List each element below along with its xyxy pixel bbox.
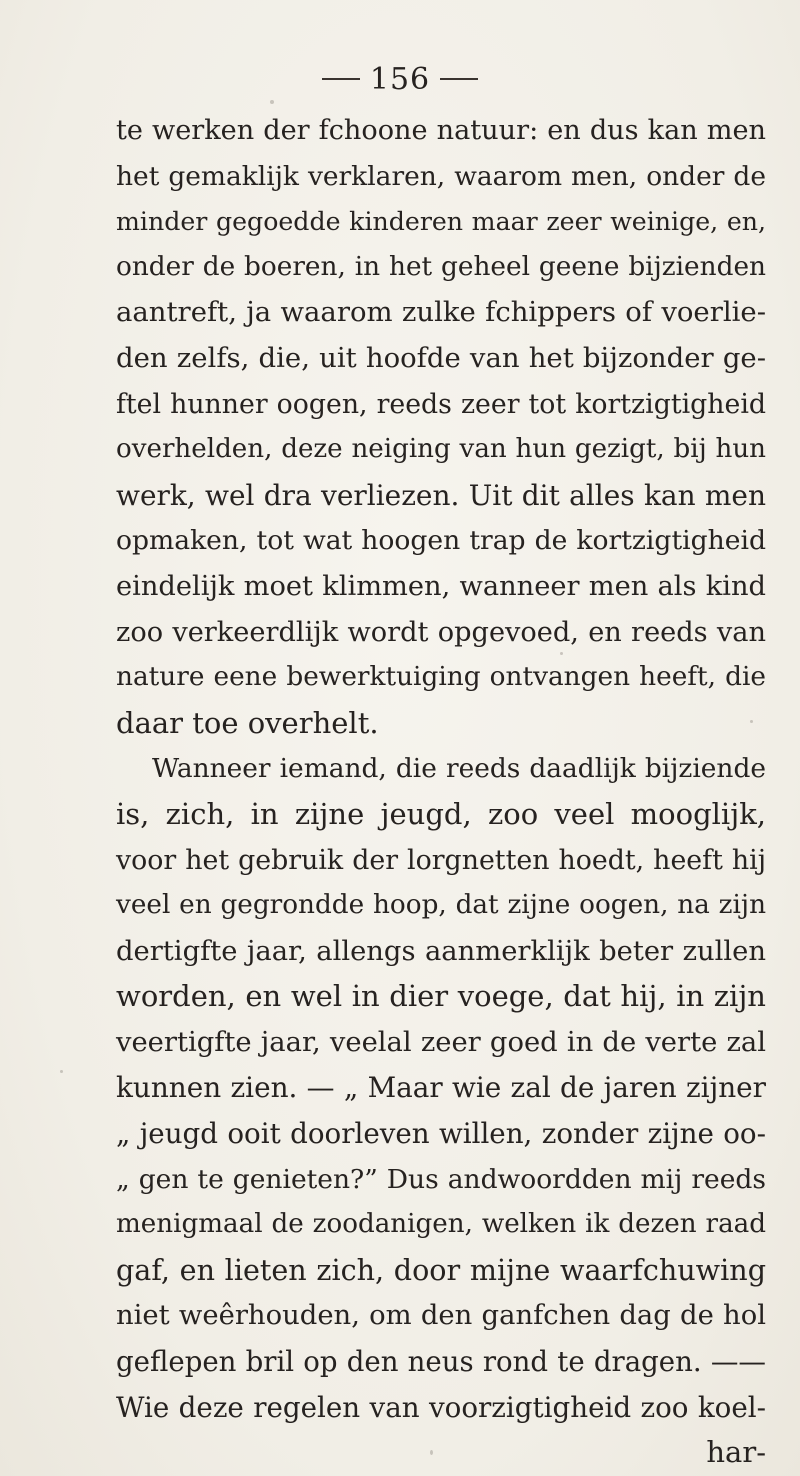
- text-line: Wie deze regelen van voorzigtigheid zoo koel-: [116, 1390, 766, 1424]
- text-line: gaf, en lieten zich, door mijne waarfchuwing: [116, 1252, 766, 1287]
- catchword: har-: [706, 1435, 766, 1470]
- page-header: [0, 60, 800, 97]
- text-line: niet weêrhouden, om den ganfchen dag de hol: [116, 1300, 766, 1332]
- paragraph-start-line: Wanneer iemand, die reeds daadlijk bijziende: [152, 753, 766, 785]
- header-rule-left: [322, 78, 360, 80]
- text-line: veel en gegrondde hoop, dat zijne oogen, na zijn: [116, 890, 766, 921]
- text-line: eindelijk moet klimmen, wanneer men als kind: [116, 570, 766, 602]
- header-rule-right: [440, 78, 478, 80]
- text-line: te werken der fchoone natuur: en dus kan men: [116, 115, 766, 146]
- paragraph-end-line: daar toe overhelt.: [116, 705, 379, 740]
- text-line: den zelfs, die, uit hoofde van het bijzonder ge-: [116, 341, 766, 374]
- paper-speck: [60, 1070, 63, 1073]
- text-line: opmaken, tot wat hoogen trap de kortzigtigheid: [116, 525, 766, 557]
- text-line: geflepen bril op den neus rond te dragen. ——: [116, 1345, 766, 1379]
- text-line: nature eene bewerktuiging ontvangen heeft, die: [116, 662, 766, 693]
- text-line: het gemaklijk verklaren, waarom men, onder de: [116, 160, 766, 192]
- text-line: ftel hunner oogen, reeds zeer tot kortzigtigheid: [116, 388, 766, 420]
- paper-speck: [560, 652, 563, 655]
- text-line: veertigfte jaar, veelal zeer goed in de verte zal: [116, 1026, 766, 1058]
- text-line: werk, wel dra verliezen. Uit dit alles kan men: [116, 478, 766, 512]
- text-line: onder de boeren, in het geheel geene bijzienden: [116, 251, 766, 282]
- paper-speck: [430, 1450, 433, 1455]
- text-line: dertigfte jaar, allengs aanmerklijk beter zullen: [116, 935, 766, 967]
- text-line: zoo verkeerdlijk wordt opgevoed, en reeds van: [116, 616, 766, 648]
- text-line: kunnen zien. — „ Maar wie zal de jaren zijner: [116, 1071, 766, 1105]
- text-line: aantreft, ja waarom zulke fchippers of voerlie-: [116, 296, 766, 329]
- text-line: minder gegoedde kinderen maar zeer weinige, en,: [116, 207, 766, 237]
- text-line: „ gen te genieten?” Dus andwoordden mij reeds: [116, 1163, 766, 1195]
- text-line: overhelden, deze neiging van hun gezigt, bij hun: [116, 434, 766, 465]
- paper-speck: [750, 720, 753, 723]
- text-line: worden, en wel in dier voege, dat hij, in zijn: [116, 979, 766, 1014]
- text-line: voor het gebruik der lorgnetten hoedt, heeft hij: [116, 844, 766, 876]
- paper-speck: [270, 100, 274, 104]
- body-text: [116, 108, 766, 1476]
- text-line: „ jeugd ooit doorleven willen, zonder zijne oo-: [116, 1117, 766, 1151]
- text-line: is, zich, in zijne jeugd, zoo veel mooglijk,: [116, 796, 766, 831]
- text-line: menigmaal de zoodanigen, welken ik dezen raad: [116, 1209, 766, 1240]
- page-number: 156: [369, 61, 431, 97]
